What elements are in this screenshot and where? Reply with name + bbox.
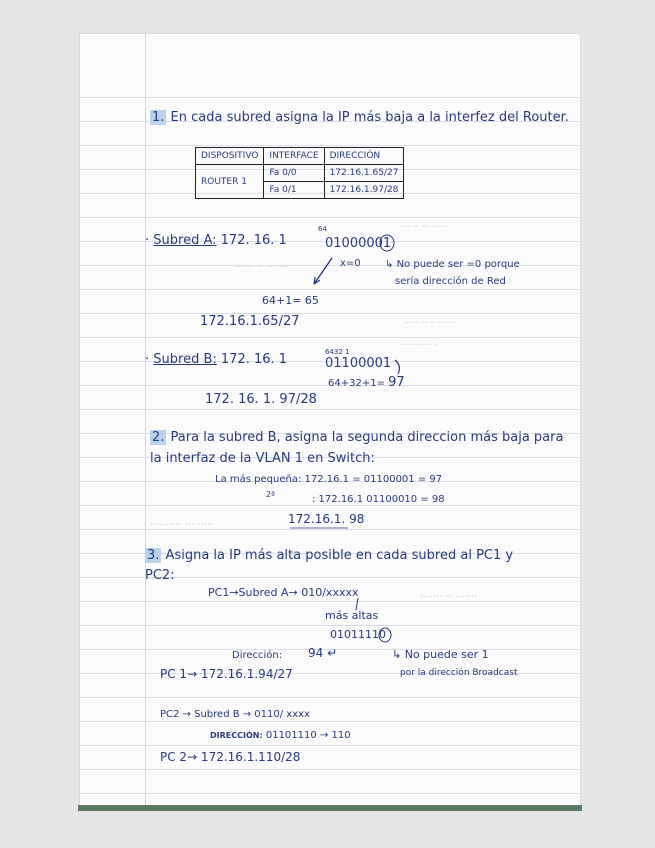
table-header-cell: DISPOSITIVO: [196, 148, 264, 165]
table-cell-interface: Fa 0/0: [264, 165, 324, 182]
q3-pc1-binary: 01011110: [330, 628, 386, 641]
q2-second: : 172.16.1 01100010 = 98: [312, 494, 445, 505]
q2-text-2: la interfaz de la VLAN 1 en Switch:: [150, 451, 375, 466]
q2-text-1: Para la subred B, asigna la segunda direccion más baja para: [170, 430, 564, 445]
table-cell-interface: Fa 0/1: [264, 182, 324, 199]
subred-a-prefix: 172. 16. 1: [220, 233, 287, 248]
q2-smallest: La más pequeña: 172.16.1 = 01100001 = 97: [215, 474, 443, 485]
q3-text-2: PC2:: [145, 568, 175, 583]
table-header-cell: INTERFACE: [264, 148, 324, 165]
subred-a-binary: 01000001: [325, 236, 392, 251]
q3-text-1: Asigna la IP más alta posible en cada subred al PC1 y: [165, 548, 514, 563]
q3-pc1-note-1: ↳ No puede ser 1: [392, 648, 489, 661]
q3-pc1-result: PC 1→ 172.16.1.94/27: [160, 667, 293, 681]
table-cell-address: 172.16.1.65/27: [324, 165, 404, 182]
down-arrow-icon: [356, 598, 358, 610]
q3-pc1-subnet: PC1→Subred A→ 010/xxxxx: [208, 586, 359, 599]
circle-mark-icon: [379, 628, 391, 642]
return-arrow-icon: ↳: [392, 648, 402, 661]
return-arrow-icon: ↵: [327, 646, 338, 660]
subred-b-label: Subred B:: [153, 352, 217, 367]
subred-b-bullet: ·: [145, 352, 150, 367]
q3-pc2-dir-label: DIRECCIÓN:: [210, 731, 263, 740]
q1-text: En cada subred asigna la IP más baja a la interfez del Router.: [170, 110, 569, 125]
subred-a-note-2: sería dirección de Red: [395, 276, 506, 287]
q3-pc2-subnet: PC2 → Subred B → 0110/ xxxx: [160, 709, 310, 720]
q2-second-label: 2ª: [266, 490, 275, 499]
curved-arrow-icon: [395, 360, 399, 374]
q3-pc1-note-2: por la dirección Broadcast: [400, 668, 518, 678]
q2-result: 172.16.1. 98: [288, 512, 365, 526]
q3-pc2-dir-value: 01101110 → 110: [265, 730, 351, 741]
subred-a-bullet: ·: [145, 233, 150, 248]
subred-a-label: Subred A:: [153, 233, 217, 248]
subred-b-prefix: 172. 16. 1: [220, 352, 288, 367]
arrow-icon: [314, 258, 332, 284]
table-cell-device: ROUTER 1: [196, 165, 264, 199]
subred-a-result: 172.16.1.65/27: [200, 314, 300, 329]
q3-pc2-result: PC 2→ 172.16.1.110/28: [160, 750, 301, 764]
subred-b-calc: 64+32+1= 97: [328, 375, 405, 390]
q3-direccion-label: Dirección:: [232, 650, 283, 661]
subred-b-binary: 01100001: [325, 356, 392, 371]
q3-pc1-value: 94 ↵: [308, 646, 338, 660]
subred-a-x-note: x=0: [340, 258, 361, 269]
subred-b-small-bits: 6432 1: [325, 348, 350, 356]
subred-b-result: 172. 16. 1. 97/28: [205, 392, 317, 407]
return-arrow-icon: ↳: [385, 259, 394, 270]
q3-mas-altas: más altas: [325, 609, 379, 622]
subred-a-small-64: 64: [318, 225, 327, 233]
q1-number: 1.: [152, 110, 165, 125]
circle-mark-icon: [380, 235, 394, 251]
q2-number: 2.: [152, 430, 165, 445]
table-header-cell: DIRECCIÓN: [324, 148, 404, 165]
subred-a-note-1: ↳ No puede ser =0 porque: [385, 259, 520, 270]
q3-number: 3.: [147, 548, 160, 563]
table-cell-address: 172.16.1.97/28: [324, 182, 404, 199]
subred-a-calc: 64+1= 65: [262, 294, 319, 307]
